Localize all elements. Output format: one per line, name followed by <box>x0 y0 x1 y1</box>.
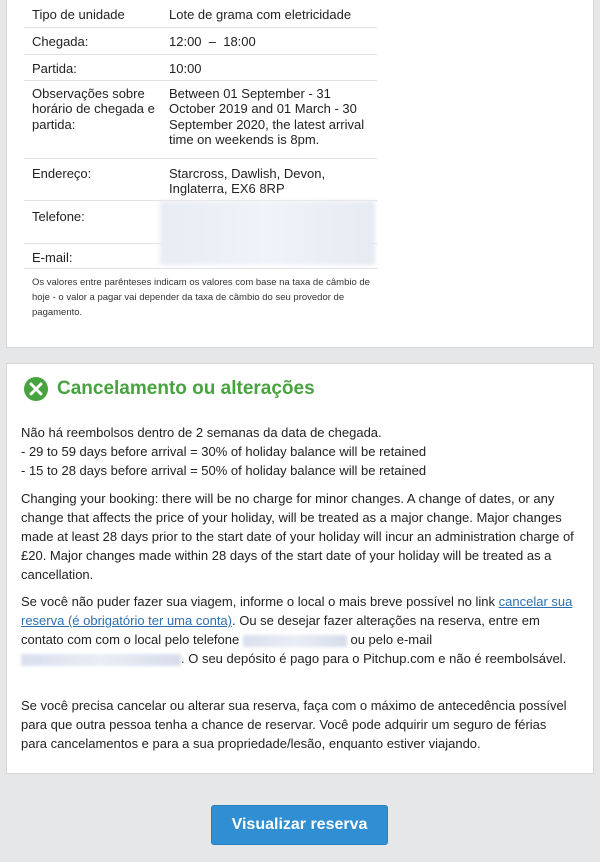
redacted-email <box>21 654 181 666</box>
changes-paragraph: Changing your booking: there will be no charge for minor changes. A change of dates, or any change that affects the price of your holiday, will be treated as a major change. Major changes made at least 28 days prior to the start date of your holiday will incur an administration charge of £20. Major changes made within 28 days of the start date of your holiday will be treated as a cancellation. <box>21 491 574 582</box>
row-value: Between 01 September - 31 October 2019 and 01 March - 30 September 2020, the latest arrival time on weekends is 8pm. <box>169 80 377 158</box>
row-value: 12:00 – 18:00 <box>169 27 377 54</box>
table-row <box>24 27 377 54</box>
row-value: Lote de grama com eletricidade <box>169 0 377 27</box>
cancellation-title: Cancelamento ou alterações <box>57 378 315 399</box>
row-label: E-mail: <box>24 243 169 268</box>
close-circle-icon <box>24 377 48 401</box>
booking-details-card <box>6 0 594 348</box>
redacted-contact-block <box>160 201 375 265</box>
table-row <box>24 54 377 80</box>
row-value: Starcross, Dawlish, Devon, Inglaterra, EX6 8RP <box>169 158 377 200</box>
policy-line: Não há reembolsos dentro de 2 semanas da data de chegada. <box>21 425 382 440</box>
row-label: Chegada: <box>24 27 169 54</box>
view-booking-button[interactable]: Visualizar reserva <box>211 805 388 845</box>
redacted-phone <box>243 635 347 647</box>
row-label: Endereço: <box>24 158 169 200</box>
instructions-text: Se você não puder fazer sua viagem, informe o local o mais breve possível no link <box>21 594 499 609</box>
row-label: Partida: <box>24 54 169 80</box>
cancel-instructions <box>21 592 576 668</box>
row-label: Tipo de unidade <box>24 0 169 27</box>
instructions-text: . O seu depósito é pago para o Pitchup.com e não é reembolsável. <box>181 651 567 666</box>
table-row <box>24 0 377 27</box>
cancel-booking-link[interactable]: cancelar sua reserva (é obrigatório ter uma conta) <box>21 594 573 628</box>
policy-line: - 15 to 28 days before arrival = 50% of holiday balance will be retained <box>21 463 427 478</box>
cancellation-header <box>24 376 315 402</box>
row-value: 10:00 <box>169 54 377 80</box>
insurance-paragraph: Se você precisa cancelar ou alterar sua reserva, faça com o máximo de antecedência possível para que outra pessoa tenha a chance de reservar. Você pode adquirir um seguro de férias para cancelamentos e para a sua propriedade/lesão, enquanto estiver viajando. <box>21 698 567 751</box>
currency-note: Os valores entre parênteses indicam os valores com base na taxa de câmbio de hoje - o valor a pagar vai depender da taxa de câmbio do seu provedor de pagamento. <box>32 277 370 318</box>
policy-line: - 29 to 59 days before arrival = 30% of holiday balance will be retained <box>21 444 427 459</box>
instructions-text: . Ou se desejar fazer alterações na reserva, entre em contato com com o local pelo telefone <box>21 613 540 647</box>
refund-policy <box>21 423 576 480</box>
row-label: Telefone: <box>24 200 169 243</box>
instructions-text: ou pelo e-mail <box>346 632 433 647</box>
table-row <box>24 158 377 200</box>
row-label: Observações sobre horário de chegada e partida: <box>24 80 169 158</box>
table-row <box>24 80 377 158</box>
